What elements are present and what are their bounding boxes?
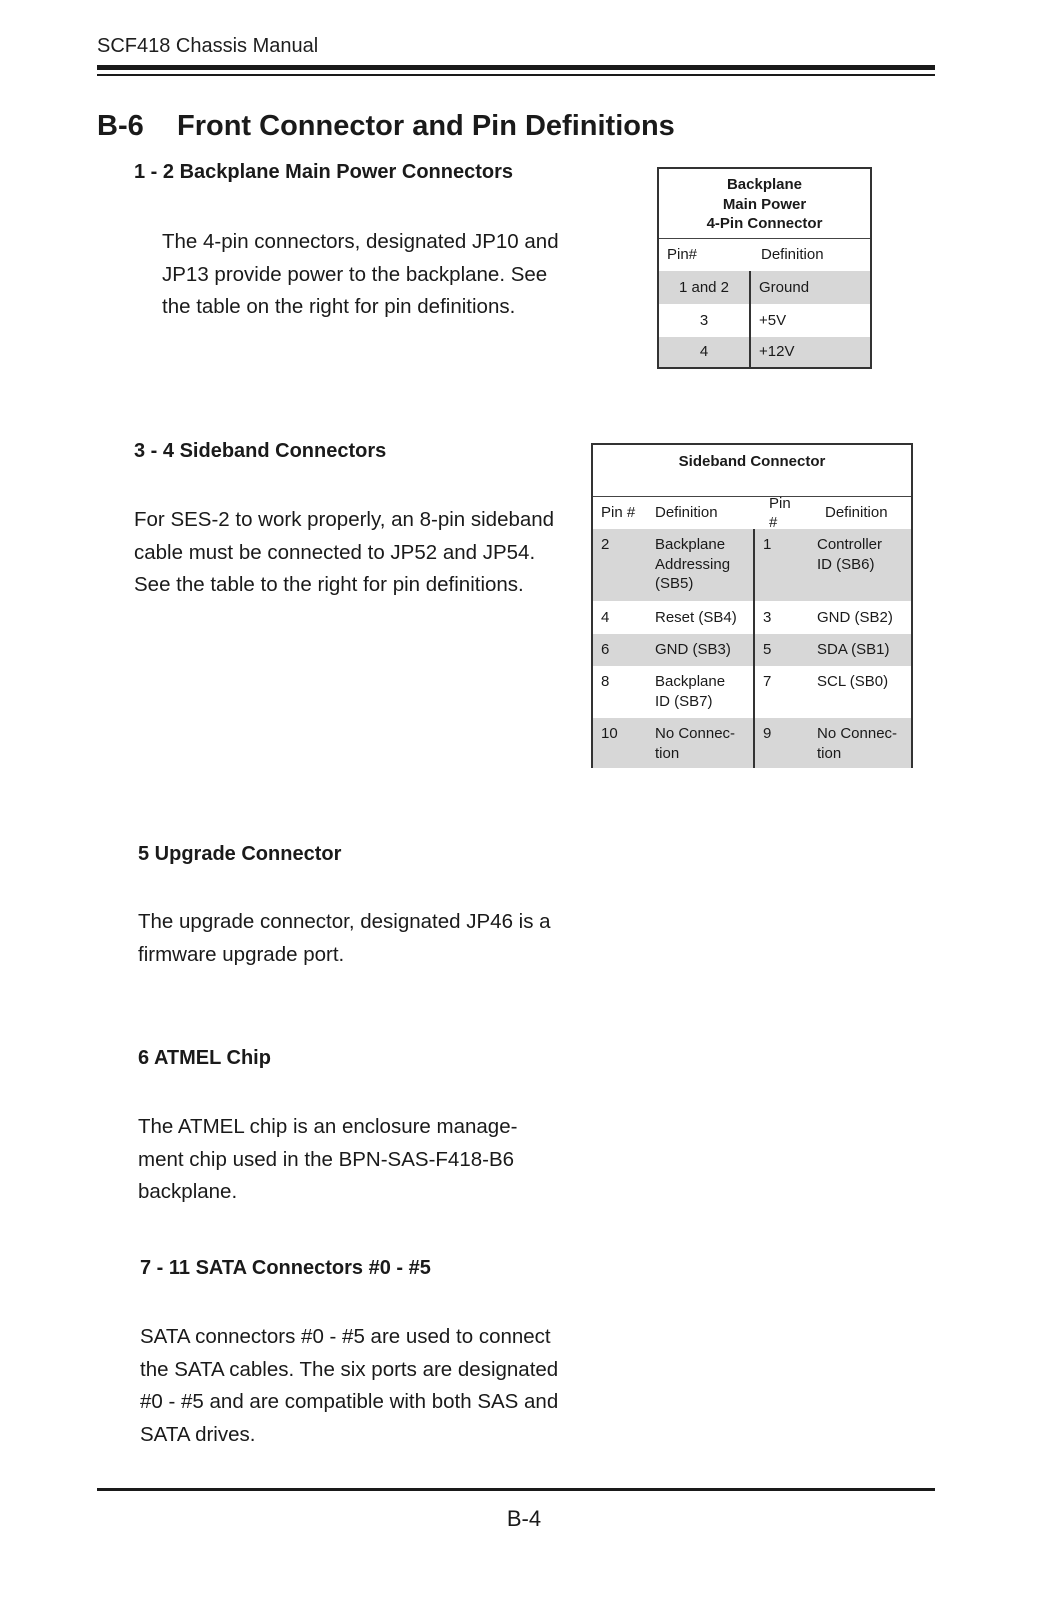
- running-header: SCF418 Chassis Manual: [97, 35, 319, 57]
- upgrade-line-1: The upgrade connector, designated JP46 is a: [138, 910, 551, 933]
- power-line-3: the table on the right for pin definitions.: [162, 295, 516, 318]
- col-pin-header: Pin#: [667, 246, 698, 264]
- section-number: B-6: [97, 110, 144, 142]
- col-definition-a-header: Definition: [655, 504, 718, 522]
- sata-line-3: #0 - #5 and are compatible with both SAS and: [140, 1390, 559, 1413]
- col-pin-a-header: Pin #: [601, 504, 636, 522]
- pin-a-cell: 10: [601, 725, 618, 742]
- power-paragraph: [162, 226, 582, 324]
- upgrade-heading: 5 Upgrade Connector: [138, 843, 342, 865]
- pin-a-cell: 2: [601, 536, 610, 553]
- header-rule-thick: [97, 65, 935, 70]
- table-row: [659, 304, 870, 337]
- table-row: [593, 718, 911, 768]
- upgrade-line-2: firmware upgrade port.: [138, 942, 345, 966]
- power-pin-table: [657, 167, 872, 369]
- sata-line-1: SATA connectors #0 - #5 are used to connect: [140, 1325, 551, 1348]
- pin-b-cell: 5: [763, 641, 772, 659]
- upgrade-paragraph: [138, 906, 578, 971]
- definition-b-cell: SCL (SB0): [817, 673, 889, 690]
- sata-line-4: SATA drives.: [140, 1422, 256, 1446]
- sideband-line-3: See the table to the right for pin definitions.: [134, 573, 524, 596]
- power-heading: 1 - 2 Backplane Main Power Connectors: [134, 161, 513, 183]
- footer-rule: [97, 1488, 935, 1491]
- def-line: ID (SB7): [655, 692, 713, 710]
- def-line: No Connec-: [817, 725, 898, 742]
- pin-a-cell: 6: [601, 641, 610, 659]
- table-row: [659, 271, 870, 304]
- definition-cell: +5V: [759, 311, 787, 329]
- atmel-line-3: backplane.: [138, 1180, 238, 1203]
- header-rule-thin: [97, 74, 935, 76]
- sideband-line-2: cable must be connected to JP52 and JP54.: [134, 540, 536, 564]
- definition-a-cell: [647, 666, 755, 718]
- definition-cell: +12V: [759, 343, 795, 361]
- power-table-caption: [659, 169, 870, 239]
- sideband-table-caption: Sideband Connector: [593, 445, 911, 497]
- sideband-line-1: For SES-2 to work properly, an 8-pin sideband: [134, 508, 555, 531]
- atmel-paragraph: [138, 1111, 565, 1209]
- power-line-1: The 4-pin connectors, designated JP10 and: [162, 230, 559, 253]
- pin-b-cell: 7: [763, 673, 772, 690]
- table-row: [593, 529, 911, 601]
- def-line: ID (SB6): [817, 555, 875, 573]
- power-line-2: JP13 provide power to the backplane. See: [162, 262, 548, 286]
- def-line: tion: [655, 744, 680, 762]
- table-row: [593, 634, 911, 666]
- definition-b-cell: [809, 529, 890, 601]
- sata-line-2: the SATA cables. The six ports are designated: [140, 1357, 559, 1381]
- table-row: [659, 337, 870, 367]
- def-line: Backplane: [655, 536, 726, 553]
- definition-b-cell: [809, 718, 905, 768]
- pin-cell: 3: [659, 304, 751, 337]
- pin-b-cell: 3: [763, 608, 772, 626]
- col-definition-b-header: Definition: [825, 504, 888, 522]
- table-row: [593, 666, 911, 718]
- definition-a-cell: [647, 718, 755, 768]
- definition-b-cell: SDA (SB1): [817, 641, 890, 659]
- sata-heading: 7 - 11 SATA Connectors #0 - #5: [140, 1257, 431, 1279]
- definition-a-cell: Reset (SB4): [647, 601, 755, 634]
- pin-a-cell: 8: [601, 673, 610, 690]
- section-title: [97, 110, 675, 143]
- pin-b-cell: 9: [763, 725, 772, 742]
- page-number: B-4: [506, 1506, 542, 1531]
- table-row: [593, 601, 911, 634]
- caption-line-1: Backplane: [726, 176, 803, 193]
- atmel-line-2: ment chip used in the BPN-SAS-F418-B6: [138, 1147, 515, 1171]
- def-line: Addressing: [655, 555, 731, 573]
- pin-cell: 4: [659, 337, 751, 367]
- sideband-pin-table: [591, 443, 913, 768]
- caption-line-2: Main Power: [722, 195, 807, 213]
- definition-b-cell: GND (SB2): [817, 608, 893, 626]
- definition-cell: Ground: [759, 278, 810, 296]
- def-line: tion: [817, 744, 842, 762]
- definition-a-cell: GND (SB3): [647, 634, 755, 666]
- definition-a-cell: [647, 529, 755, 601]
- sideband-paragraph: [134, 504, 570, 602]
- def-line: Backplane: [655, 673, 726, 690]
- sata-paragraph: [140, 1321, 580, 1451]
- pin-cell: 1 and 2: [659, 271, 751, 304]
- sideband-heading: 3 - 4 Sideband Connectors: [134, 440, 387, 462]
- power-table-header-row: [659, 239, 870, 271]
- col-pin-b-header: Pin #: [769, 494, 791, 531]
- def-line: Controller: [817, 536, 883, 553]
- sideband-table-header-row: [593, 494, 911, 531]
- caption-line-3: 4-Pin Connector: [706, 215, 823, 232]
- section-title-text: Front Connector and Pin Definitions: [177, 110, 675, 142]
- def-line: No Connec-: [655, 725, 736, 742]
- pin-b-cell: 1: [763, 536, 772, 553]
- atmel-heading: 6 ATMEL Chip: [138, 1047, 271, 1069]
- def-line: (SB5): [655, 575, 694, 592]
- atmel-line-1: The ATMEL chip is an enclosure manage-: [138, 1115, 518, 1138]
- pin-a-cell: 4: [601, 608, 610, 626]
- col-definition-header: Definition: [761, 246, 824, 264]
